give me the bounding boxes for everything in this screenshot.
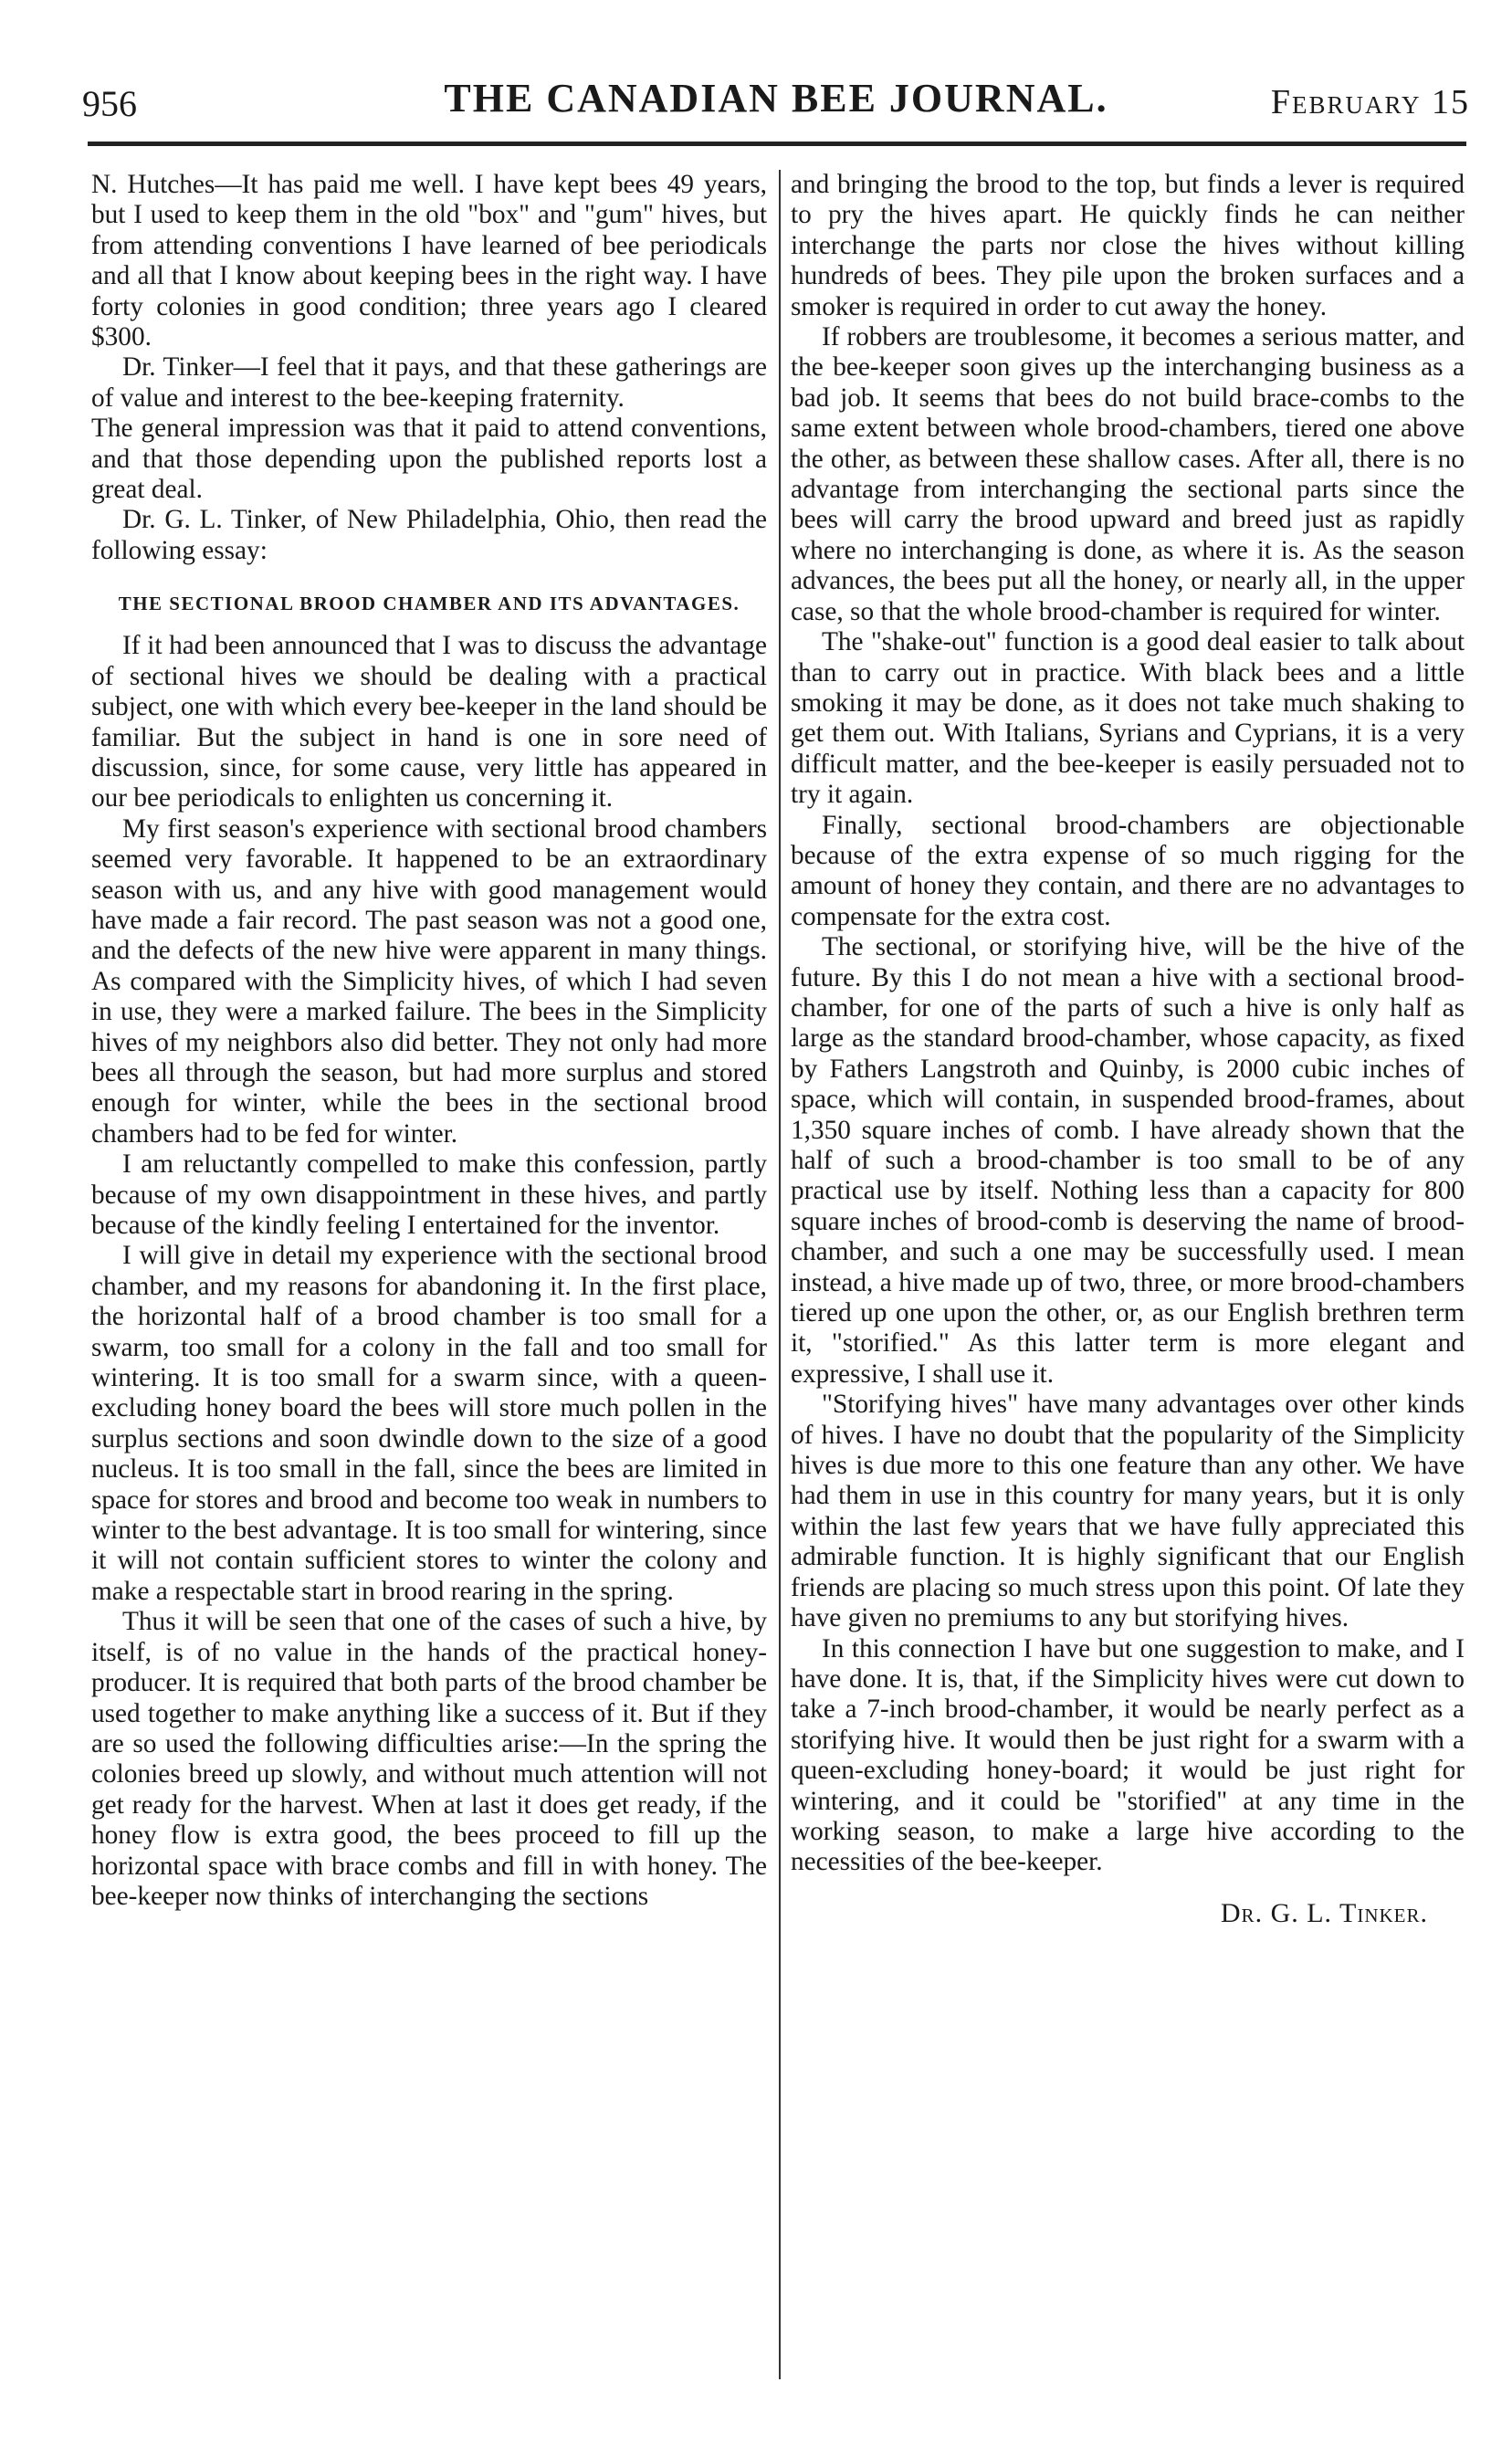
paragraph: Thus it will be seen that one of the cases of such a hive, by itself, is of no value in the hands of the practical honey-producer. It is required that both parts of the brood chamber be used together to make anything like a success of it. But if they are so used the following difficulties arise:—In the spring the colonies breed up slowly, and without much attention will not get ready for the harvest. When at last it does get ready, if the honey flow is extra good, the bees proceed to fill up the horizontal space with brace combs and fill in with honey. The bee-keeper now thinks of interchanging the sections <box>91 1607 767 1911</box>
paragraph: Finally, sectional brood-chambers are objectionable because of the extra expense of so much rigging for the amount of honey they contain, and there are no advantages to compensate for the extra cost. <box>791 810 1465 931</box>
paragraph: Dr. Tinker—I feel that it pays, and that these gatherings are of value and interest to the bee-keeping fraternity. <box>91 352 767 413</box>
paragraph: The "shake-out" function is a good deal easier to talk about than to carry out in practice. With black bees and a little smoking it may be done, as it does not take much shaking to get them out. With Italians, Syrians and Cyprians, it is a very difficult matter, and the bee-keeper is easily persuaded not to try it again. <box>791 627 1465 810</box>
paragraph: The sectional, or storifying hive, will be the hive of the future. By this I do not mean a hive with a sectional brood-chamber, for one of the parts of such a hive is only half as large as the standard brood-chamber, whose capacity, as fixed by Fathers Langstroth and Quinby, is 2000 cubic inches of space, which will contain, in suspended brood-frames, about 1,350 square inches of comb. I have already shown that the half of such a brood-chamber is too small to be of any practical use by itself. Nothing less than a capacity for 800 square inches of brood-comb is deserving the name of brood-chamber, and such a one may be successfully used. I mean instead, a hive made up of two, three, or more brood-chambers tiered up one upon the other, or, as our English brethren term it, "storified." As this latter term is more elegant and expressive, I shall use it. <box>791 932 1465 1389</box>
paragraph: N. Hutches—It has paid me well. I have kept bees 49 years, but I used to keep them in the old "box" and "gum" hives, but from attending conventions I have learned of bee periodicals and all that I know about keeping bees in the right way. I have forty colonies in good condition; three years ago I cleared $300. <box>91 170 767 352</box>
paragraph: In this connection I have but one suggestion to make, and I have done. It is, that, if the Simplicity hives were cut down to take a 7-inch brood-chamber, it would be nearly perfect as a storifying hive. It would then be just right for a swarm with a queen-excluding honey-board; it would be just right for wintering, and it could be "storified" at any time in the working season, to make a large hive according to the necessities of the bee-keeper. <box>791 1633 1465 1877</box>
paragraph: Dr. G. L. Tinker, of New Philadelphia, Ohio, then read the following essay: <box>91 505 767 565</box>
column-divider <box>779 170 781 2379</box>
page-number: 956 <box>82 83 137 124</box>
header-rule <box>88 142 1466 146</box>
section-heading: THE SECTIONAL BROOD CHAMBER AND ITS ADVANTAGES. <box>118 593 740 615</box>
paragraph: My first season's experience with sectional brood chambers seemed very favorable. It happened to be an extraordinary season with us, and any hive with good management would have made a fair record. The past season was not a good one, and the defects of the new hive were apparent in many things. As compared with the Simplicity hives, of which I had seven in use, they were a marked failure. The bees in the Simplicity hives of my neighbors also did better. They not only had more bees all through the season, but had more surplus and stored enough for winter, while the bees in the sectional brood chambers had to be fed for winter. <box>91 813 767 1149</box>
paragraph: I am reluctantly compelled to make this confession, partly because of my own disappointment in these hives, and partly because of the kindly feeling I entertained for the inventor. <box>91 1149 767 1240</box>
paragraph: If it had been announced that I was to discuss the advantage of sectional hives we should be dealing with a practical subject, one with which every bee-keeper in the land should be familiar. But the subject in hand is one in sore need of discussion, since, for some cause, very little has appeared in our bee periodicals to enlighten us concerning it. <box>91 631 767 813</box>
author-signature: Dr. G. L. Tinker. <box>1220 1897 1428 1928</box>
paragraph: and bringing the brood to the top, but finds a lever is required to pry the hives apart. He quickly finds he can neither interchange the parts nor close the hives without killing hundreds of bees. They pile upon the broken surfaces and a smoker is required in order to cut away the honey. <box>791 170 1465 321</box>
page-header <box>82 75 1470 130</box>
journal-title: THE CANADIAN BEE JOURNAL. <box>444 76 1108 121</box>
paragraph: I will give in detail my experience with the sectional brood chamber, and my reasons for abandoning it. In the first place, the horizontal half of a brood chamber is too small for a swarm, too small for a colony in the fall and too small for wintering. It is too small for a swarm since, with a queen-excluding honey board the bees will store much pollen in the surplus sections and soon dwindle down to the size of a good nucleus. It is too small in the fall, since the bees are limited in space for stores and brood and become too weak in numbers to winter to the best advantage. It is too small for wintering, since it will not contain sufficient stores to winter the colony and make a respectable start in brood rearing in the spring. <box>91 1241 767 1606</box>
paragraph: The general impression was that it paid to attend conventions, and that those depending upon the published reports lost a great deal. <box>91 414 767 505</box>
right-column <box>791 170 1465 1928</box>
left-column <box>91 170 767 1912</box>
paragraph: "Storifying hives" have many advantages over other kinds of hives. I have no doubt that the popularity of the Simplicity hives is due more to this one feature than any other. We have had them in use in this country for many years, but it is only within the last few years that we have fully appreciated this admirable function. It is highly significant that our English friends are placing so much stress upon this point. Of late they have given no premiums to any but storifying hives. <box>791 1390 1465 1633</box>
issue-date: February 15 <box>1270 83 1470 121</box>
paragraph: If robbers are troublesome, it becomes a serious matter, and the bee-keeper soon gives up the interchanging business as a bad job. It seems that bees do not build brace-combs to the same extent between whole brood-chambers, tiered one above the other, as between these shallow cases. After all, there is no advantage from interchanging the sectional parts since the bees will carry the brood upward and breed just as rapidly where no interchanging is done, as where it is. As the season advances, the bees put all the honey, or nearly all, in the upper case, so that the whole brood-chamber is required for winter. <box>791 322 1465 626</box>
